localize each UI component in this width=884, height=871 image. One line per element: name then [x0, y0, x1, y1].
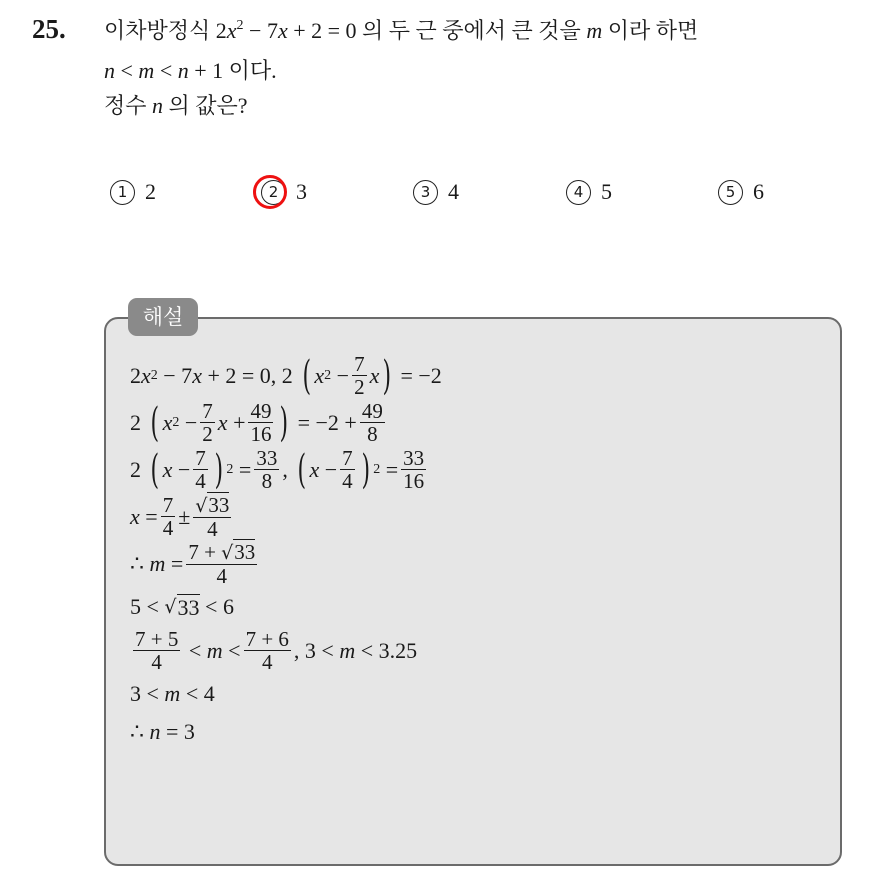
- choice-list: [0, 179, 884, 215]
- solution-line-6: 5 < √ 33 < 6: [130, 594, 234, 620]
- choice-1[interactable]: [110, 179, 156, 205]
- question-line-2: n < m < n + 1 이다.: [104, 58, 277, 83]
- choice-marker: 5: [718, 180, 743, 205]
- choice-value: 5: [601, 179, 612, 204]
- explanation-solution: [130, 352, 820, 750]
- choice-marker: 2: [261, 180, 286, 205]
- solution-line-8: 3 < m < 4: [130, 681, 215, 706]
- choice-marker: 1: [110, 180, 135, 205]
- solution-line-4: x = $\frac{7}{4}$ ± $\frac{√33}{4}$: [130, 492, 230, 541]
- choice-value: 4: [448, 179, 459, 204]
- choice-value: 6: [753, 179, 764, 204]
- solution-line-5: ∴ m = $\frac{7 + √33}{4}$: [130, 539, 256, 588]
- question-number: 25.: [32, 14, 66, 44]
- question-line-3: 정수 n 의 값은?: [104, 93, 248, 118]
- choice-4[interactable]: [566, 179, 612, 205]
- choice-5[interactable]: [718, 179, 764, 205]
- choice-value: 2: [145, 179, 156, 204]
- choice-marker: 3: [413, 180, 438, 205]
- solution-line-1: 2 x 2 − 7 x + 2 = 0, 2 ( x 2 − $\frac{7}{2}$ x ) = −2: [130, 352, 442, 399]
- selected-answer-circle: [253, 175, 287, 209]
- solution-line-7: $\frac{7 + 5}{4}$ < m < $\frac{7 + 6}{4}$ , 3 < m < 3.25: [135, 627, 418, 674]
- question-line-1: 이차방정식 $2x^2 - 7x + 2 = 0$ 의 두 근 중에서 큰 것을 m 이라 하면: [104, 18, 699, 43]
- explanation-label: 해설: [128, 298, 198, 336]
- solution-line-3: 2 ( x − $\frac{7}{4}$ ) 2 = $\frac{33}{8}$ , ( x − $\frac{7}{4}$ ) 2 = $\frac{33}{16}$: [130, 446, 425, 493]
- choice-marker: 4: [566, 180, 591, 205]
- choice-3[interactable]: [413, 179, 459, 205]
- solution-line-9: ∴ n = 3: [130, 719, 195, 744]
- solution-line-2: 2 ( x 2 − $\frac{7}{2}$ x + $\frac{49}{16}$ ) = −2 + $\frac{49}{8}$: [130, 399, 383, 446]
- choice-value: 3: [296, 179, 307, 204]
